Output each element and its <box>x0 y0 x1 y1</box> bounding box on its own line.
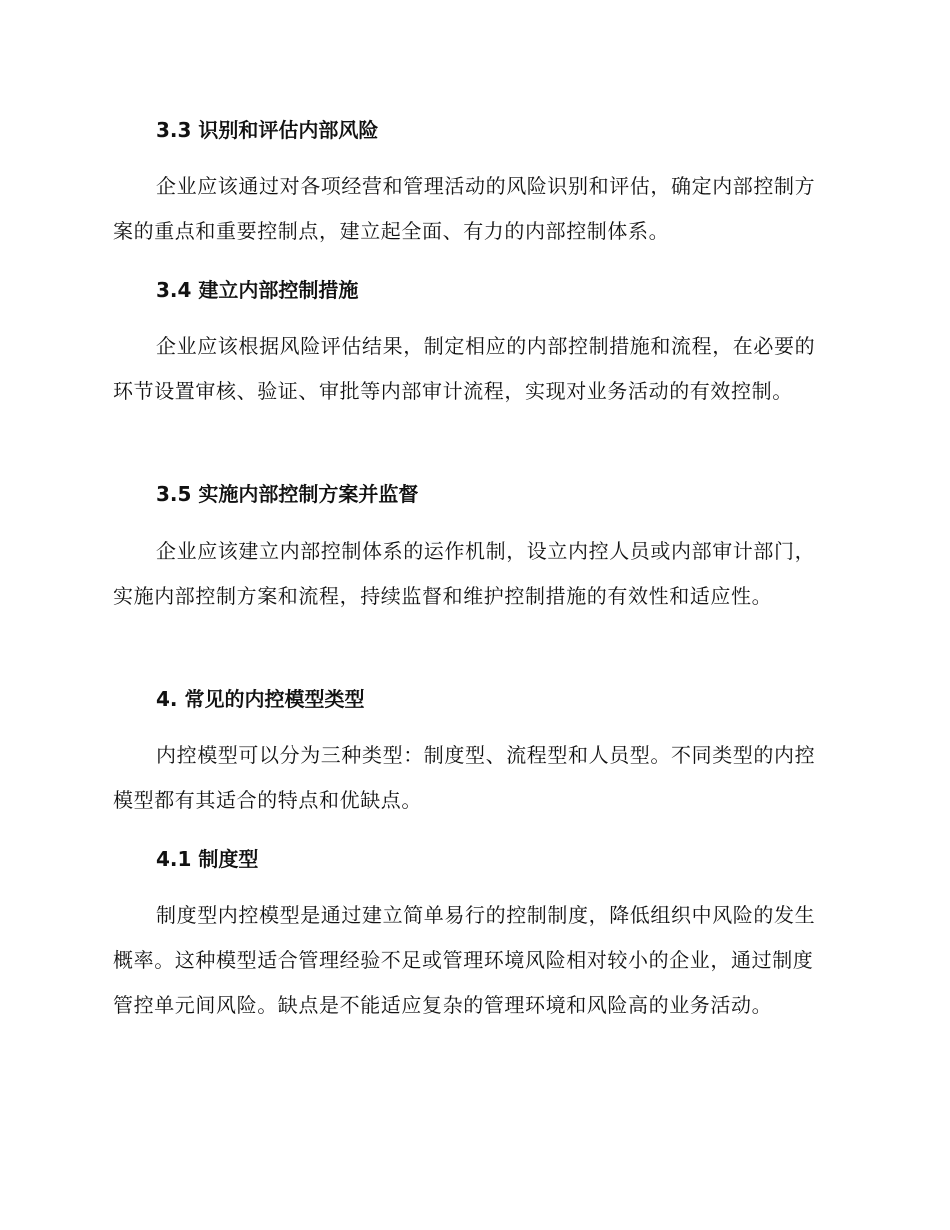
section-paragraph-3-5: 企业应该建立内部控制体系的运作机制，设立内控人员或内部审计部门，实施内部控制方案和流程，持续监督和维护控制措施的有效性和适应性。 <box>113 539 816 608</box>
section-heading-3-3: 3.3 识别和评估内部风险 <box>156 118 379 142</box>
section-heading-3-4: 3.4 建立内部控制措施 <box>156 278 359 302</box>
section-heading-4: 4. 常见的内控模型类型 <box>156 687 365 711</box>
section-heading-4-1: 4.1 制度型 <box>156 847 259 871</box>
section-paragraph-4-1: 制度型内控模型是通过建立简单易行的控制制度，降低组织中风险的发生概率。这种模型适合管理经验不足或管理环境风险相对较小的企业，通过制度管控单元间风险。缺点是不能适应复杂的管理环境和风险高的业务活动。 <box>113 903 816 1017</box>
section-paragraph-3-4: 企业应该根据风险评估结果，制定相应的内部控制措施和流程，在必要的环节设置审核、验证、审批等内部审计流程，实现对业务活动的有效控制。 <box>113 334 816 403</box>
section-paragraph-4: 内控模型可以分为三种类型：制度型、流程型和人员型。不同类型的内控模型都有其适合的特点和优缺点。 <box>113 743 816 812</box>
section-heading-3-5: 3.5 实施内部控制方案并监督 <box>156 482 419 506</box>
section-paragraph-3-3: 企业应该通过对各项经营和管理活动的风险识别和评估，确定内部控制方案的重点和重要控制点，建立起全面、有力的内部控制体系。 <box>113 174 816 243</box>
